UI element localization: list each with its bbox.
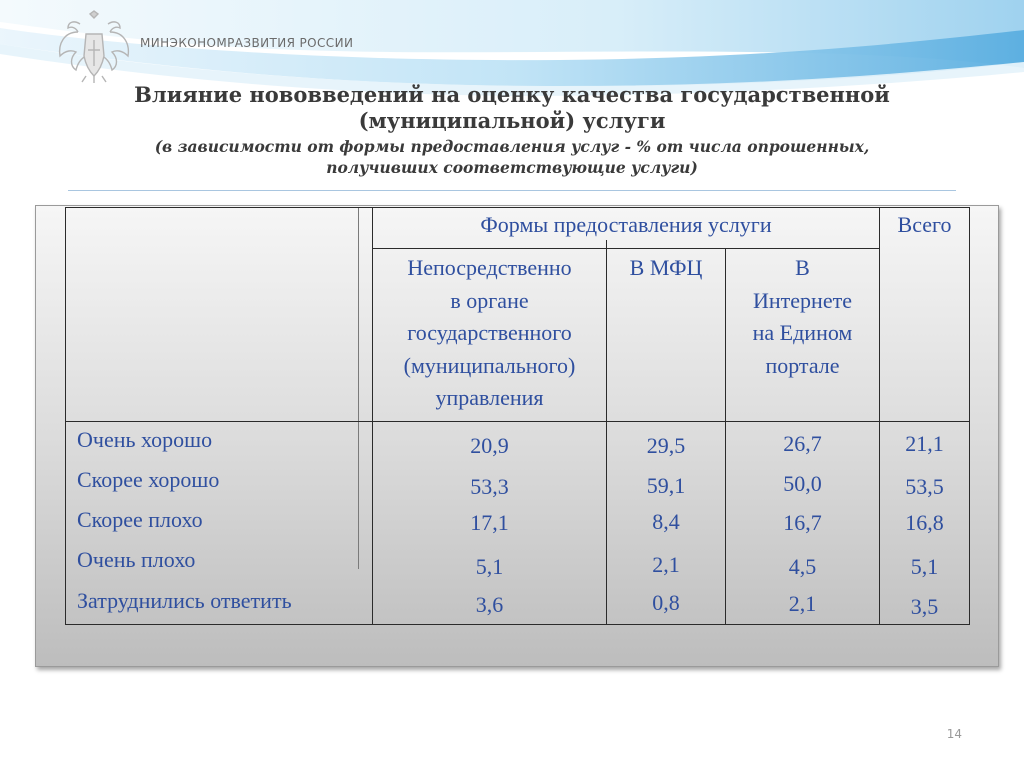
- table-cell: 21,1: [905, 431, 944, 456]
- table-cell: 17,1: [470, 510, 509, 535]
- header-line: Непосредственно: [407, 255, 572, 280]
- table-cell: 26,7: [783, 431, 822, 456]
- header-line: на Едином: [752, 320, 853, 345]
- header-line: В МФЦ: [629, 255, 703, 280]
- table-divider-h: [372, 248, 879, 249]
- table-cell: 50,0: [783, 471, 822, 496]
- header-column-internet: [726, 252, 879, 382]
- header-line: управления: [435, 385, 544, 410]
- header-column-direct: [373, 252, 606, 415]
- title-divider: [68, 190, 956, 191]
- table-cell: 2,1: [652, 552, 680, 577]
- title-line-2: (муниципальной) услуги: [358, 108, 666, 133]
- table-cell: 0,8: [652, 590, 680, 615]
- table-divider-h: [66, 421, 969, 422]
- ministry-name: МИНЭКОНОМРАЗВИТИЯ РОССИИ: [140, 36, 354, 50]
- table-cell: 5,1: [910, 554, 939, 579]
- page-title: [40, 82, 984, 134]
- double-headed-eagle-icon: [56, 10, 132, 84]
- table-cell: 2,1: [788, 591, 817, 616]
- table-cell: 29,5: [646, 433, 686, 458]
- header-line: (муниципального): [403, 352, 576, 378]
- table-divider-v: [358, 208, 359, 569]
- table-cell: 53,5: [905, 474, 944, 499]
- header-line: Интернете: [753, 287, 852, 313]
- table-cell: 59,1: [646, 473, 686, 498]
- page-subtitle: [40, 136, 984, 178]
- header-total: Всего: [897, 212, 952, 237]
- header-service-forms: Формы предоставления услуги: [480, 212, 772, 237]
- table-cell: 3,5: [910, 594, 939, 619]
- table-cell: 3,6: [475, 592, 504, 617]
- table-cell: 4,5: [788, 554, 817, 579]
- row-label: Скорее плохо: [77, 507, 203, 532]
- subtitle-line-1: (в зависимости от формы предоставления услуг - % от числа опрошенных,: [154, 137, 870, 156]
- subtitle-line-2: получивших соответствующие услуги): [326, 158, 698, 177]
- table-cell: 53,3: [470, 474, 509, 499]
- row-label: Скорее хорошо: [77, 467, 220, 492]
- header-line: в органе: [450, 287, 529, 313]
- table-cell: 16,7: [783, 510, 822, 535]
- row-label: Очень хорошо: [77, 427, 213, 452]
- title-line-1: Влияние нововведений на оценку качества государственной: [134, 82, 890, 107]
- page-number: 14: [946, 727, 962, 741]
- row-label: Очень плохо: [77, 547, 196, 572]
- row-label: Затруднились ответить: [77, 588, 292, 613]
- header-column-mfc: [607, 252, 725, 284]
- table-cell: 20,9: [470, 433, 509, 458]
- header-line: портале: [765, 352, 840, 378]
- header-line: государственного: [407, 320, 572, 345]
- header-line: В: [795, 255, 810, 280]
- table-cell: 5,1: [475, 554, 504, 579]
- table-cell: 16,8: [905, 510, 944, 535]
- table-cell: 8,4: [652, 509, 680, 534]
